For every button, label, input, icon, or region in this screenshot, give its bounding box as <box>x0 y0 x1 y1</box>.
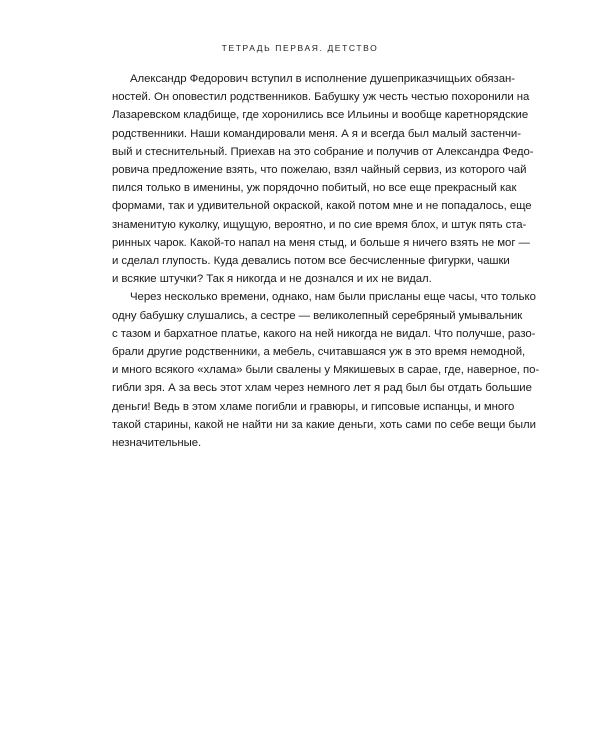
text-line: и сделал глупость. Куда девались потом все бесчисленные фигурки, чашки <box>112 255 510 268</box>
text-line: с тазом и бархатное платье, какого на ней никогда не видал. Что получше, разо- <box>112 327 536 340</box>
text-line: ровича предложение взять, что пожелаю, взял чайный сервиз, из которого чай <box>112 164 527 177</box>
running-head: ТЕТРАДЬ ПЕРВАЯ. ДЕТСТВО <box>221 43 379 53</box>
text-line: незначительные. <box>112 437 202 450</box>
text-line: пился только в именины, уж порядочно побитый, но все еще прекрасный как <box>112 182 517 195</box>
text-line: гибли зря. А за весь этот хлам через немного лет я рад был бы отдать большие <box>112 382 532 395</box>
text-line: и много всякого «хлама» были свалены у Мякишевых в сарае, где, наверное, по- <box>112 364 540 377</box>
text-line: ринных чарок. Какой-то напал на меня стыд, и больше я ничего взять не мог — <box>112 236 530 249</box>
text-line: и всякие штучки? Так я никогда и не дознался и их не видал. <box>112 273 432 286</box>
text-line: деньги! Ведь в этом хламе погибли и гравюры, и гипсовые испанцы, и много <box>112 400 515 413</box>
text-line: вый и стеснительный. Приехав на это собрание и получив от Александра Федо- <box>112 145 534 158</box>
text-line: Через несколько времени, однако, нам были присланы еще часы, что только <box>130 291 536 304</box>
text-line: такой старины, какой не найти ни за какие деньги, хоть сами по себе вещи были <box>112 418 536 431</box>
paragraph <box>112 288 540 452</box>
text-line: родственники. Наши командировали меня. А я и всегда был малый застенчи- <box>112 127 521 140</box>
text-line: брали другие родственники, а мебель, считавшаяся уж в это время немодной, <box>112 346 526 359</box>
text-line: знаменитую куколку, ищущую, вероятно, и по сие время блох, и штук пять ста- <box>112 218 527 231</box>
text-line: формами, так и удивительной окраской, какой потом мне и не попадалось, еще <box>112 200 532 213</box>
paragraph <box>112 70 534 288</box>
text-line: одну бабушку слушались, а сестре — великолепный серебряный умывальник <box>112 309 523 322</box>
body-text <box>112 70 540 452</box>
text-line: Александр Федорович вступил в исполнение душеприказчищьих обязан- <box>130 73 515 85</box>
text-line: Лазаревском кладбище, где хоронились все Ильины и вообще каретнорядские <box>112 109 529 122</box>
text-line: ностей. Он оповестил родственников. Бабушку уж честь честью похоронили на <box>112 91 530 104</box>
